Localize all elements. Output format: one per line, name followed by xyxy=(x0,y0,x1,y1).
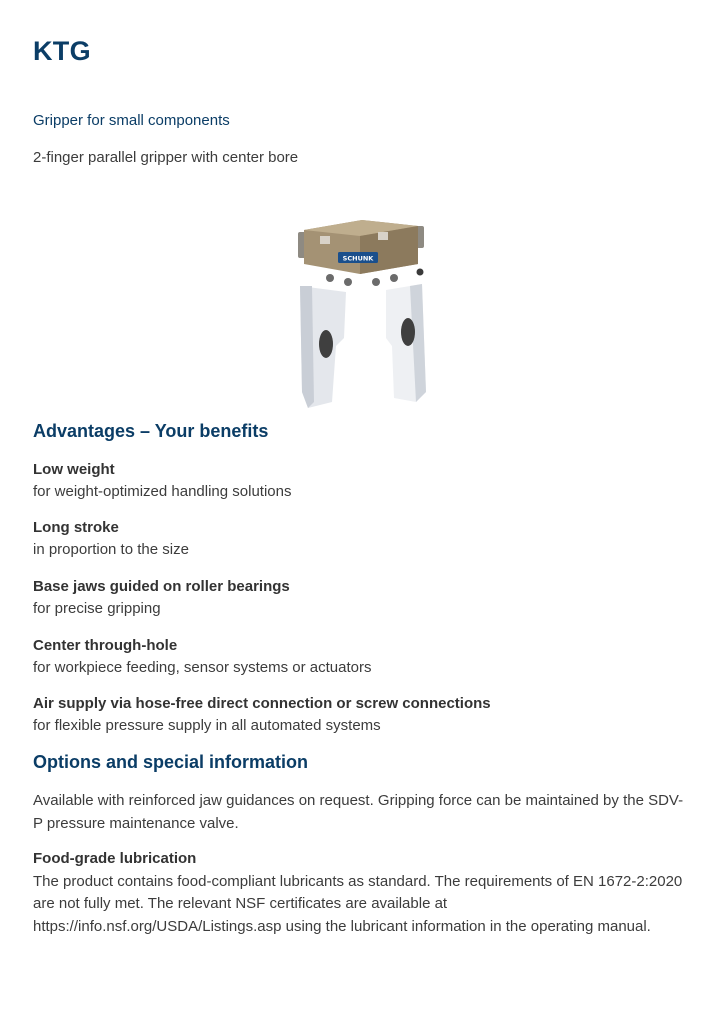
advantage-desc: for weight-optimized handling solutions xyxy=(33,483,292,500)
advantage-desc: for precise gripping xyxy=(33,600,161,617)
options-heading: Options and special information xyxy=(33,752,309,772)
advantage-title: Center through-hole xyxy=(33,637,178,654)
food-grade-title: Food-grade lubrication xyxy=(33,850,197,867)
advantages-heading: Advantages – Your benefits xyxy=(33,421,269,441)
advantage-desc: for flexible pressure supply in all automated systems xyxy=(33,717,381,734)
brand-label: SCHUNK xyxy=(342,254,374,263)
product-subtitle: Gripper for small components xyxy=(33,112,230,129)
advantage-item xyxy=(33,635,683,679)
page-title: KTG xyxy=(33,36,91,66)
advantage-item xyxy=(33,576,683,620)
options-paragraph: Available with reinforced jaw guidances on request. Gripping force can be maintained by the SDV-P pressure maintenance valve. xyxy=(33,792,684,832)
advantage-title: Long stroke xyxy=(33,519,119,536)
advantage-title: Low weight xyxy=(33,461,115,478)
product-lead: 2-finger parallel gripper with center bore xyxy=(33,149,299,166)
advantage-title: Air supply via hose-free direct connection or screw connections xyxy=(33,695,491,712)
advantage-desc: for workpiece feeding, sensor systems or actuators xyxy=(33,659,372,676)
advantage-item xyxy=(33,459,683,503)
advantage-item xyxy=(33,517,683,561)
food-grade-text: The product contains food-compliant lubricants as standard. The requirements of EN 1672-2:2020 are not fully met. The relevant NSF certificates are available at https://info.nsf.org/USDA/Listings.asp using the lubricant information in the operating manual. xyxy=(33,872,683,935)
food-grade-section xyxy=(33,848,688,938)
advantage-item xyxy=(33,693,683,737)
parallel-gripper-icon xyxy=(290,216,432,408)
advantage-desc: in proportion to the size xyxy=(33,541,189,558)
advantage-title: Base jaws guided on roller bearings xyxy=(33,578,290,595)
